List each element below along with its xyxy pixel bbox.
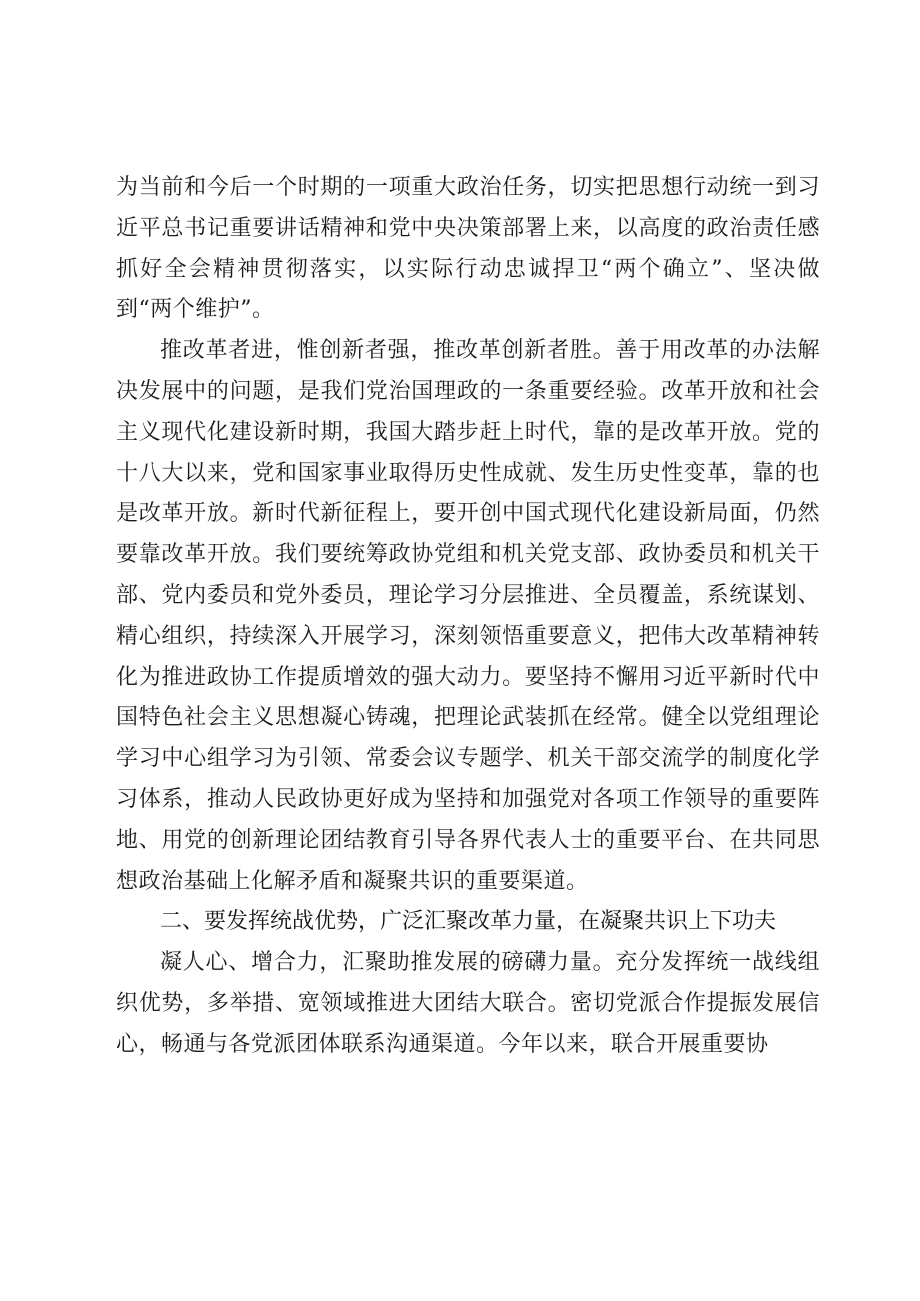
body-paragraph-reform: 推改革者进，惟创新者强，推改革创新者胜。善于用改革的办法解决发展中的问题，是我们党治国理政的一条重要经验。改革开放和社会主义现代化建设新时期，我国大踏步赶上时代，靠的是改革开放。党的十八大以来，党和国家事业取得历史性成就、发生历史性变革，靠的也是改革开放。新时代新征程上，要开创中国式现代化建设新局面，仍然要靠改革开放。我们要统筹政协党组和机关党支部、政协委员和机关干部、党内委员和党外委员，理论学习分层推进、全员覆盖，系统谋划、精心组织，持续深入开展学习，深刻领悟重要意义，把伟大改革精神转化为推进政协工作提质增效的强大动力。要坚持不懈用习近平新时代中国特色社会主义思想凝心铸魂，把理论武装抓在经常。健全以党组理论学习中心组学习为引领、常委会议专题学、机关干部交流学的制度化学习体系，推动人民政协更好成为坚持和加强党对各项工作领导的重要阵地、用党的创新理论团结教育引导各界代表人士的重要平台、在共同思想政治基础上化解矛盾和凝聚共识的重要渠道。 [116,338,820,894]
section-heading: 二、要发挥统战优势，广泛汇聚改革力量，在凝聚共识上下功夫 [160,909,777,935]
document-body [116,168,820,1066]
body-paragraph-united-front: 凝人心、增合力，汇聚助推发展的磅礴力量。充分发挥统一战线组织优势，多举措、宽领域推进大团结大联合。密切党派合作提振发展信心，畅通与各党派团体联系沟通渠道。今年以来，联合开展重要协 [116,950,820,1057]
body-paragraph-continued: 为当前和今后一个时期的一项重大政治任务，切实把思想行动统一到习近平总书记重要讲话精神和党中央决策部署上来，以高度的政治责任感抓好全会精神贯彻落实，以实际行动忠诚捍卫“两个确立”、坚决做到“两个维护”。 [116,175,820,323]
